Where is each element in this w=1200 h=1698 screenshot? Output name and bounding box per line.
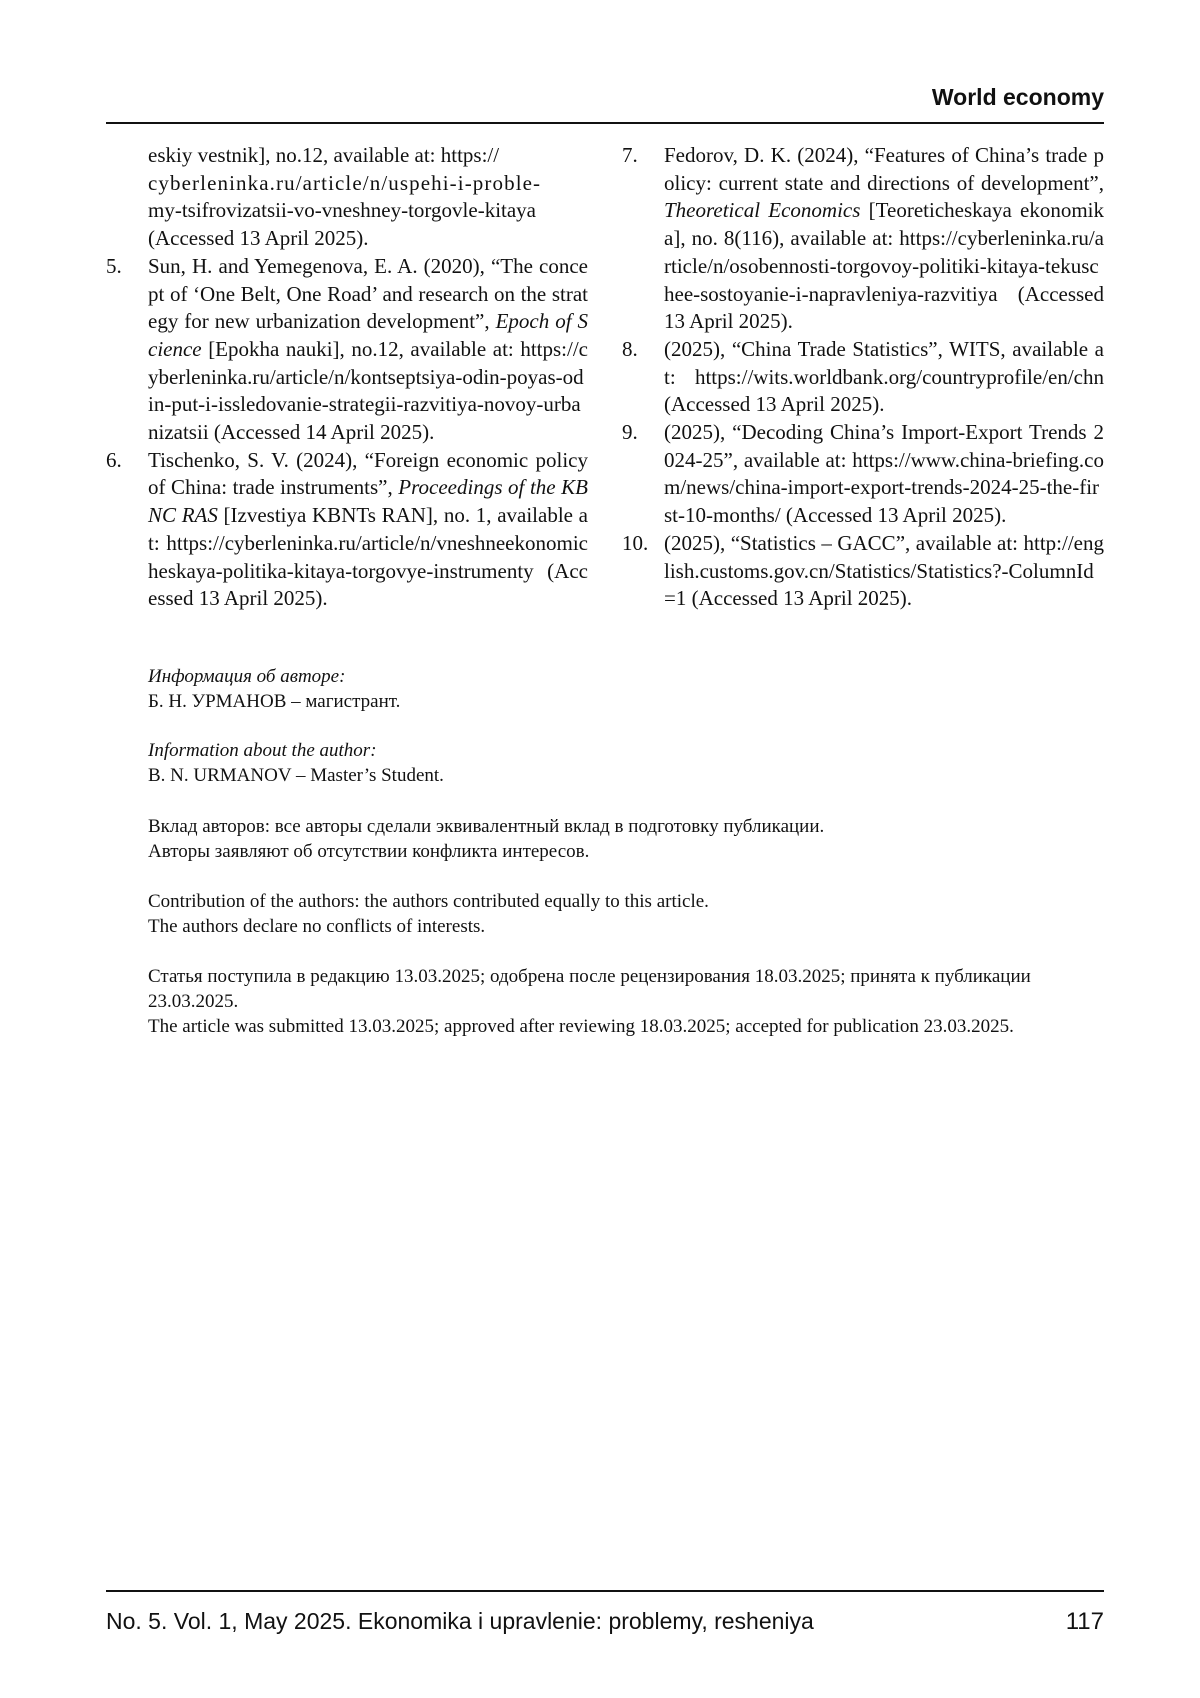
reference-text: Tischenko, S. V. (2024), “Foreign economic policy of China: trade instruments”, Proceedings of the KBNC RAS [Izvestiya KBNTs RAN], no. 1, available at: https://cyberleninka.ru/article/n/vneshneekonomicheskaya-politika-kitaya-torgovye-instrumenty (Accessed 13 April 2025). xyxy=(148,447,589,611)
reference-text: (2025), “Statistics – GACC”, available at: http://english.customs.gov.cn/Statistics/Statistics?-ColumnId=1 (Accessed 13 April 2025). xyxy=(664,530,1104,611)
reference-item xyxy=(622,530,1104,613)
reference-number: 9. xyxy=(622,420,638,445)
continuation-line: my-tsifrovizatsii-vo-vneshney-torgovle-kitaya xyxy=(148,198,537,223)
author-info-text-en: B. N. URMANOV – Master’s Student. xyxy=(148,765,444,786)
continuation-line: (Accessed 13 April 2025). xyxy=(148,226,369,251)
section-title: World economy xyxy=(931,84,1104,110)
journal-title: Epoch of Science xyxy=(148,309,588,361)
reference-text: (2025), “China Trade Statistics”, WITS, available at: https://wits.worldbank.org/countryprofile/en/chn (Accessed 13 April 2025). xyxy=(664,336,1104,417)
references-right-column xyxy=(622,142,1104,613)
conflict-line-ru: Авторы заявляют об отсутствии конфликта интересов. xyxy=(148,841,590,862)
conflict-line-en: The authors declare no conflicts of interests. xyxy=(148,916,486,937)
reference-number: 10. xyxy=(622,530,649,555)
reference-item xyxy=(106,253,588,447)
author-info-ru xyxy=(148,664,1108,714)
continuation-line: cyberleninka.ru/article/n/uspehi-i-proble- xyxy=(148,170,542,195)
article-history-en: The article was submitted 13.03.2025; approved after reviewing 18.03.2025; accepted for publication 23.03.2025. xyxy=(148,1016,1014,1037)
reference-number: 7. xyxy=(622,143,638,167)
page-footer xyxy=(106,1590,1104,1648)
reference-item xyxy=(622,336,1104,419)
reference-4-continuation xyxy=(106,142,588,253)
journal-title: Theoretical Economics xyxy=(664,198,861,223)
reference-text: Sun, H. and Yemegenova, E. A. (2020), “The concept of ‘One Belt, One Road’ and research on the strategy for new urbanization development”, Epoch of Science [Epokha nauki], no.12, available at: https://cyberleninka.ru/article/n/kontseptsiya-odin-poyas-odin-put-i-issledovanie-strategii-razvitiya-novoy-urbanizatsii (Accessed 14 April 2025). xyxy=(148,253,588,445)
contribution-line-en: Contribution of the authors: the authors contributed equally to this article. xyxy=(148,891,709,912)
reference-number: 5. xyxy=(106,253,122,278)
journal-issue: No. 5. Vol. 1, May 2025. Ekonomika i upravlenie: problemy, resheniya xyxy=(106,1608,814,1634)
reference-item xyxy=(622,142,1104,336)
reference-text: (2025), “Decoding China’s Import-Export Trends 2024-25”, available at: https://www.china-briefing.com/news/china-import-export-trends-2024-25-the-first-10-months/ (Accessed 13 April 2025). xyxy=(664,420,1104,528)
reference-text: Fedorov, D. K. (2024), “Features of China’s trade policy: current state and directions of development”, Theoretical Economics [Teoreticheskaya ekonomika], no. 8(116), available at: https://cyberleninka.ru/article/n/osobennosti-torgovoy-politiki-kitaya-tekuschee-sostoyanie-i-napravleniya-razvitiya (Accessed 13 April 2025). xyxy=(664,143,1104,334)
contribution-line-ru: Вклад авторов: все авторы сделали эквивалентный вклад в подготовку публикации. xyxy=(148,816,825,837)
reference-item xyxy=(106,447,588,613)
author-info-text-ru: Б. Н. УРМАНОВ – магистрант. xyxy=(148,691,401,712)
article-history xyxy=(148,964,1108,1039)
author-info-en xyxy=(148,738,1108,788)
author-info-label-en: Information about the author: xyxy=(148,740,377,761)
page-number: 117 xyxy=(1065,1608,1104,1635)
author-info-label-ru: Информация об авторе: xyxy=(148,666,346,687)
page-header xyxy=(106,80,1104,124)
references-left-column xyxy=(106,142,588,613)
continuation-line: eskiy vestnik], no.12, available at: https:// xyxy=(148,143,500,167)
reference-number: 6. xyxy=(106,447,122,472)
reference-item xyxy=(622,419,1104,530)
article-history-ru: Статья поступила в редакцию 13.03.2025; одобрена после рецензирования 18.03.2025; принята к публикации 23.03.2025. xyxy=(148,966,1031,1012)
contribution-en xyxy=(148,889,1108,939)
reference-number: 8. xyxy=(622,336,638,361)
journal-title: Proceedings of the KBNC RAS xyxy=(148,475,589,528)
contribution-ru xyxy=(148,814,1108,864)
